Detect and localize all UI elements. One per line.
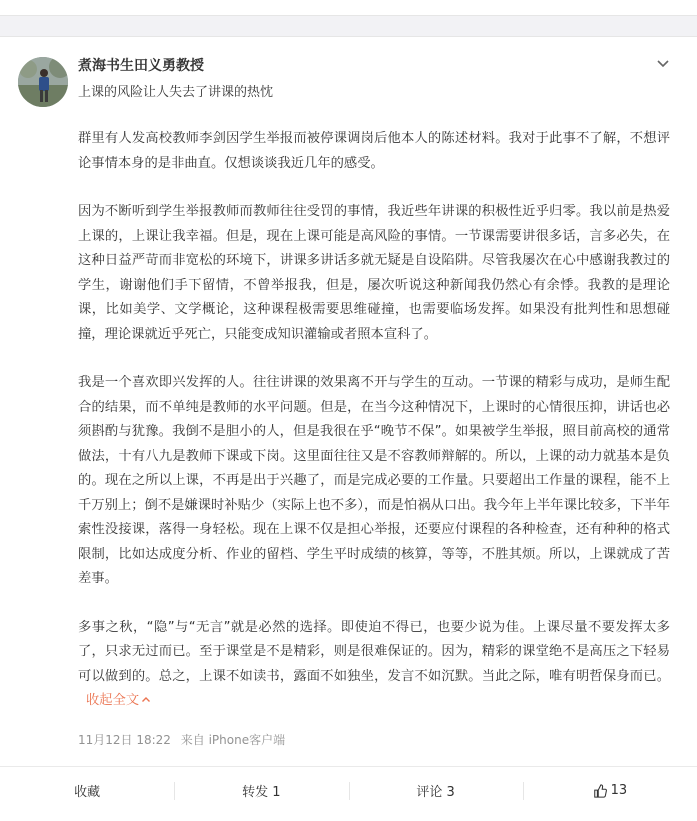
like-button[interactable] [523, 783, 697, 798]
favorite-label: 收藏 [74, 785, 101, 800]
chevron-down-icon[interactable] [655, 55, 671, 71]
source: 来自 iPhone客户端 [180, 733, 286, 747]
post-content [78, 127, 670, 714]
collapse-label: 收起全文 [86, 693, 140, 708]
comment-label: 评论 3 [416, 785, 455, 800]
post-headline: 上课的风险让人失去了讲课的热忱 [78, 85, 274, 100]
post-meta [78, 731, 285, 748]
paragraph-3: 我是一个喜欢即兴发挥的人。往往讲课的效果离不开与学生的互动。一节课的精彩与成功，是师生配合的结果，而不单纯是教师的水平问题。但是，在当今这种情况下，上课时的心情很压抑，讲话也必须斟酌与犹豫。我倒不是胆小的人，但是我很在乎“晚节不保”。如果被学生举报，照目前高校的通常做法，十有八九是教师下课或下岗。这里面往往又是不容教师辩解的。所以，上课的动力就基本是负的。现在之所以上课，不再是出于兴趣了，而是完成必要的工作量。只要超出工作量的课程，能不上千万别上；倒不是嫌课时补贴少（实际上也不多），而是怕祸从口出。我今年上半年课比较多，下半年索性没接课，落得一身轻松。现在上课不仅是担心举报，还要应付课程的各种检查，还有种种的格式限制，比如达成度分析、作业的留档、学生平时成绩的核算，等等，不胜其烦。所以，上课就成了苦差事。 [78, 375, 670, 586]
repost-button[interactable] [174, 781, 348, 800]
paragraph-1: 群里有人发高校教师李剑因学生举报而被停课调岗后他本人的陈述材料。我对于此事不了解，不想评论事情本身的是非曲直。仅想谈谈我近几年的感受。 [78, 131, 670, 171]
repost-label: 转发 1 [242, 785, 281, 800]
thumbs-up-icon [593, 784, 607, 798]
paragraph-2: 因为不断听到学生举报教师而教师往往受罚的事情，我近些年讲课的积极性近乎归零。我以前是热爱上课的，上课让我幸福。但是，现在上课可能是高风险的事情。一节课需要讲很多话，言多必失，在这种日益严苛而非宽松的环境下，讲课多讲话多就无疑是自设陷阱。尽管我屡次在心中感谢我教过的学生，谢谢他们手下留情，不曾举报我，但是，屡次听说这种新闻我仍然心有余悸。我教的是理论课，比如美学、文学概论，这种课程极需要思维碰撞，也需要临场发挥。如果没有批判性和思想碰撞，理论课就近乎死亡，只能变成知识灌输或者照本宣科了。 [78, 204, 670, 342]
avatar-photo-icon [18, 57, 68, 107]
post-action-bar [0, 766, 697, 814]
chevron-up-icon [141, 695, 151, 705]
paragraph-4-text: 多事之秋，“隐”与“无言”就是必然的选择。即使迫不得已，也要少说为佳。上课尽量不要发挥太多了，只求无过而已。至于课堂是不是精彩，则是很难保证的。因为，精彩的课堂绝不是高压之下轻易可以做到的。总之，上课不如读书，露面不如独坐，发言不如沉默。当此之际，唯有明哲保身而已。 [78, 619, 670, 684]
favorite-button[interactable] [0, 781, 174, 800]
previous-post-card [0, 0, 697, 16]
author-name[interactable]: 煮海书生田义勇教授 [78, 58, 204, 74]
avatar[interactable] [18, 57, 68, 107]
comment-button[interactable] [349, 781, 523, 800]
collapse-button[interactable] [86, 693, 151, 708]
like-count: 13 [610, 783, 628, 798]
paragraph-4 [78, 616, 670, 714]
previous-post-action-bar [0, 0, 697, 12]
timestamp[interactable]: 11月12日 18:22 [78, 733, 171, 747]
post-card [0, 36, 697, 821]
